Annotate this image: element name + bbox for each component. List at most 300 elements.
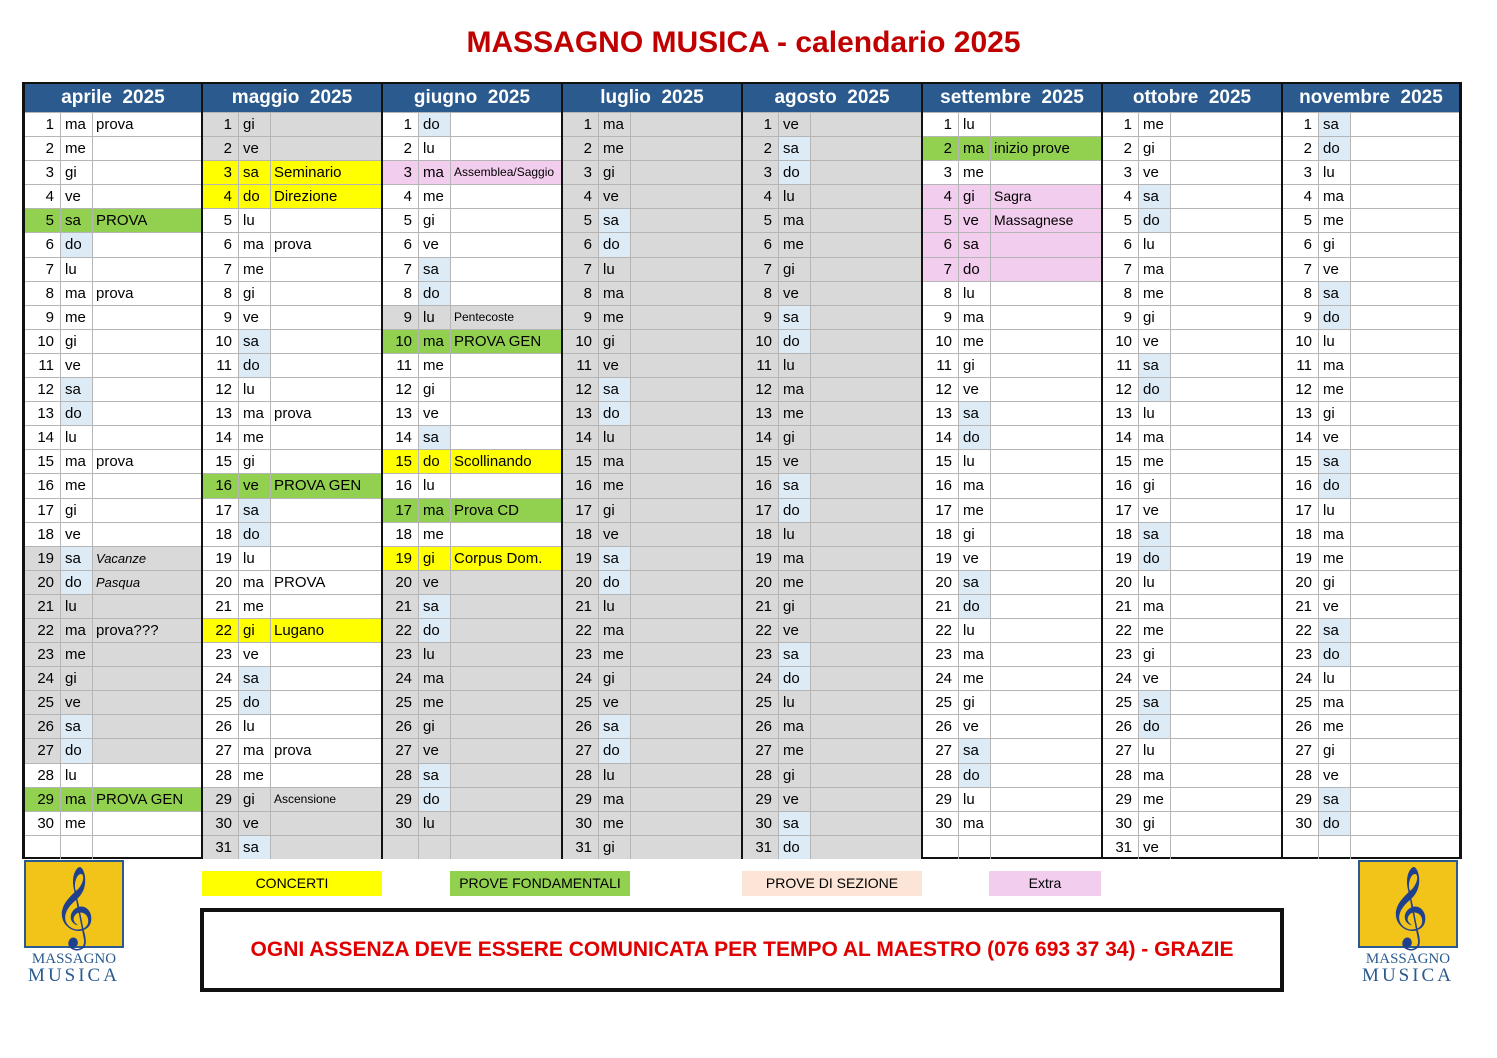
- weekday: me: [779, 402, 811, 425]
- day-number: 15: [1283, 450, 1319, 473]
- day-row: [743, 425, 921, 449]
- day-note: [93, 667, 201, 690]
- day-number: 16: [1283, 474, 1319, 497]
- day-number: 6: [383, 233, 419, 256]
- day-note: [991, 788, 1101, 811]
- day-note: [631, 306, 741, 329]
- day-note: [631, 547, 741, 570]
- weekday: ma: [599, 282, 631, 305]
- day-note: [1351, 426, 1459, 449]
- day-row: [563, 208, 741, 232]
- day-row: [25, 522, 201, 546]
- day-note: [93, 137, 201, 160]
- day-row: [25, 642, 201, 666]
- weekday: lu: [959, 788, 991, 811]
- weekday: ve: [61, 354, 93, 377]
- day-number: 22: [563, 619, 599, 642]
- day-note: [93, 691, 201, 714]
- day-row: [923, 377, 1101, 401]
- day-row: [203, 353, 381, 377]
- day-number: 7: [563, 258, 599, 281]
- day-number: 14: [1283, 426, 1319, 449]
- day-note: PROVA GEN: [93, 788, 201, 811]
- weekday: sa: [599, 547, 631, 570]
- day-number: 6: [1283, 233, 1319, 256]
- day-row: [923, 738, 1101, 762]
- day-note: [93, 185, 201, 208]
- treble-clef-icon: 𝄞: [1387, 867, 1429, 945]
- day-row: [1283, 690, 1459, 714]
- day-number: 9: [563, 306, 599, 329]
- weekday: do: [599, 402, 631, 425]
- day-row: [203, 232, 381, 256]
- day-note: [631, 426, 741, 449]
- day-number: 15: [1103, 450, 1139, 473]
- day-number: 31: [1103, 836, 1139, 859]
- weekday: sa: [779, 306, 811, 329]
- day-row: [1283, 401, 1459, 425]
- day-row: [203, 787, 381, 811]
- day-note: [811, 137, 921, 160]
- day-note: [1171, 258, 1281, 281]
- day-number: 14: [383, 426, 419, 449]
- weekday: sa: [239, 330, 271, 353]
- day-number: 12: [743, 378, 779, 401]
- day-number: 10: [25, 330, 61, 353]
- day-row: [1283, 449, 1459, 473]
- month-header: ottobre 2025: [1103, 84, 1281, 112]
- weekday: ve: [61, 691, 93, 714]
- weekday: gi: [599, 836, 631, 859]
- day-note: [1351, 595, 1459, 618]
- day-note: [1351, 523, 1459, 546]
- weekday: lu: [419, 643, 451, 666]
- weekday: ve: [779, 282, 811, 305]
- day-row: [383, 498, 561, 522]
- day-note: Seminario: [271, 161, 381, 184]
- day-note: [451, 571, 561, 594]
- day-note: [991, 161, 1101, 184]
- day-number: 27: [923, 739, 959, 762]
- weekday: ve: [959, 715, 991, 738]
- day-note: Pentecoste: [451, 306, 561, 329]
- day-note: [1351, 788, 1459, 811]
- day-row: [923, 498, 1101, 522]
- day-number: 29: [1283, 788, 1319, 811]
- weekday: sa: [61, 378, 93, 401]
- day-number: 11: [743, 354, 779, 377]
- day-note: [271, 306, 381, 329]
- weekday: me: [61, 474, 93, 497]
- day-note: [271, 378, 381, 401]
- weekday: ma: [959, 137, 991, 160]
- day-row: [563, 618, 741, 642]
- day-number: 29: [383, 788, 419, 811]
- weekday: sa: [419, 258, 451, 281]
- day-number: 27: [1103, 739, 1139, 762]
- day-row: [1283, 498, 1459, 522]
- weekday: lu: [1319, 330, 1351, 353]
- day-note: [451, 739, 561, 762]
- day-number: 22: [383, 619, 419, 642]
- day-note: [93, 258, 201, 281]
- day-row: [383, 594, 561, 618]
- day-number: 11: [203, 354, 239, 377]
- day-row: [1283, 835, 1459, 859]
- day-number: 28: [923, 764, 959, 787]
- day-note: [811, 764, 921, 787]
- day-row: [203, 642, 381, 666]
- weekday: sa: [1139, 354, 1171, 377]
- day-number: 17: [1283, 499, 1319, 522]
- day-note: PROVA: [274, 573, 326, 591]
- month-header: agosto 2025: [743, 84, 921, 112]
- day-note: [811, 282, 921, 305]
- weekday: do: [959, 258, 991, 281]
- weekday: gi: [599, 330, 631, 353]
- day-number: 22: [923, 619, 959, 642]
- day-row: [25, 329, 201, 353]
- day-row: [383, 811, 561, 835]
- day-note: inizio prove: [991, 137, 1101, 160]
- day-number: 5: [743, 209, 779, 232]
- day-number: 16: [1103, 474, 1139, 497]
- day-row: [1283, 184, 1459, 208]
- weekday: do: [61, 233, 93, 256]
- day-number: 21: [1283, 595, 1319, 618]
- day-row: [743, 787, 921, 811]
- day-number: 5: [563, 209, 599, 232]
- day-note: [1171, 378, 1281, 401]
- day-number: 24: [1103, 667, 1139, 690]
- day-number: 9: [743, 306, 779, 329]
- weekday: lu: [779, 523, 811, 546]
- day-note: [271, 499, 381, 522]
- day-number: 20: [383, 571, 419, 594]
- day-number: 3: [203, 161, 239, 184]
- weekday: ma: [419, 161, 451, 184]
- weekday: ma: [599, 450, 631, 473]
- day-row: [563, 425, 741, 449]
- weekday: ve: [779, 788, 811, 811]
- day-note: [451, 474, 561, 497]
- day-row: [383, 160, 561, 184]
- day-number: 17: [1103, 499, 1139, 522]
- weekday: sa: [779, 643, 811, 666]
- day-note: [271, 667, 381, 690]
- weekday: sa: [599, 209, 631, 232]
- day-row: [203, 594, 381, 618]
- weekday: me: [239, 595, 271, 618]
- day-row: [25, 232, 201, 256]
- day-number: 3: [563, 161, 599, 184]
- day-note: [1351, 715, 1459, 738]
- day-row: [383, 570, 561, 594]
- logo-right: [1356, 860, 1460, 985]
- day-note: [1351, 474, 1459, 497]
- day-note: [811, 330, 921, 353]
- day-number: 24: [25, 667, 61, 690]
- day-row: [1103, 763, 1281, 787]
- day-number: 10: [923, 330, 959, 353]
- day-row: [25, 449, 201, 473]
- day-note: [991, 354, 1101, 377]
- weekday: ve: [599, 691, 631, 714]
- weekday: ve: [61, 185, 93, 208]
- day-row: [203, 401, 381, 425]
- day-note: [1171, 450, 1281, 473]
- weekday: gi: [599, 499, 631, 522]
- day-number: 20: [563, 571, 599, 594]
- day-number: 13: [563, 402, 599, 425]
- day-row: [1103, 401, 1281, 425]
- weekday: gi: [1319, 233, 1351, 256]
- weekday: me: [1319, 209, 1351, 232]
- weekday: lu: [61, 595, 93, 618]
- day-note: [451, 378, 561, 401]
- weekday: ma: [599, 788, 631, 811]
- day-row: [25, 305, 201, 329]
- day-number: 7: [25, 258, 61, 281]
- day-note: [451, 715, 561, 738]
- weekday: sa: [61, 209, 93, 232]
- weekday: ve: [959, 547, 991, 570]
- day-row: [563, 160, 741, 184]
- logo-left: [22, 860, 126, 985]
- day-note: [631, 233, 741, 256]
- day-note: [1171, 836, 1281, 859]
- weekday: me: [779, 233, 811, 256]
- weekday: ma: [239, 571, 271, 594]
- day-row: [923, 208, 1101, 232]
- day-note: [991, 595, 1101, 618]
- day-note: [451, 812, 561, 835]
- day-row: [1103, 787, 1281, 811]
- day-row: [563, 449, 741, 473]
- month-column: [22, 82, 202, 859]
- weekday: sa: [599, 378, 631, 401]
- day-number: 23: [923, 643, 959, 666]
- day-number: 5: [25, 209, 61, 232]
- weekday: me: [239, 426, 271, 449]
- day-row: [1103, 425, 1281, 449]
- day-row: [1283, 136, 1459, 160]
- weekday: ve: [1139, 499, 1171, 522]
- day-number: 25: [923, 691, 959, 714]
- day-note: Assemblea/Saggio: [451, 161, 561, 184]
- day-note: [451, 643, 561, 666]
- day-note: [811, 474, 921, 497]
- day-row: [203, 618, 381, 642]
- day-row: [203, 329, 381, 353]
- day-row: [743, 738, 921, 762]
- day-row: [923, 642, 1101, 666]
- day-row: [25, 763, 201, 787]
- weekday: me: [419, 185, 451, 208]
- day-number: 4: [203, 185, 239, 208]
- day-note: [1351, 739, 1459, 762]
- day-row: [923, 329, 1101, 353]
- day-number: 29: [203, 788, 239, 811]
- day-number: 5: [383, 209, 419, 232]
- weekday: ma: [61, 450, 93, 473]
- day-number: 7: [743, 258, 779, 281]
- day-number: 18: [1283, 523, 1319, 546]
- day-number: 14: [1103, 426, 1139, 449]
- day-number: 19: [743, 547, 779, 570]
- day-number: 28: [1283, 764, 1319, 787]
- weekday: ve: [1139, 836, 1171, 859]
- day-number: 23: [743, 643, 779, 666]
- month-column: [382, 82, 562, 859]
- day-number: 15: [923, 450, 959, 473]
- day-note: [1351, 547, 1459, 570]
- weekday: sa: [599, 715, 631, 738]
- day-number: 18: [743, 523, 779, 546]
- day-note: Direzione: [271, 185, 381, 208]
- day-row: [25, 473, 201, 497]
- day-note: [1351, 330, 1459, 353]
- day-note: [451, 667, 561, 690]
- day-row: [383, 835, 561, 859]
- weekday: me: [959, 499, 991, 522]
- weekday: ma: [779, 378, 811, 401]
- day-number: 26: [25, 715, 61, 738]
- day-note: [93, 161, 201, 184]
- weekday: lu: [239, 547, 271, 570]
- day-row: [203, 690, 381, 714]
- weekday: ma: [599, 113, 631, 136]
- day-number: 11: [1103, 354, 1139, 377]
- day-note: [811, 354, 921, 377]
- day-number: 8: [203, 282, 239, 305]
- day-note: [1351, 643, 1459, 666]
- day-number: 27: [563, 739, 599, 762]
- weekday: gi: [779, 595, 811, 618]
- day-row: [743, 136, 921, 160]
- day-row: [25, 546, 201, 570]
- day-note: [1351, 137, 1459, 160]
- day-number: 12: [1283, 378, 1319, 401]
- day-note: [631, 330, 741, 353]
- day-number: 10: [743, 330, 779, 353]
- day-number: 29: [1103, 788, 1139, 811]
- day-row: [743, 401, 921, 425]
- day-number: 4: [383, 185, 419, 208]
- day-number: 23: [1283, 643, 1319, 666]
- weekday: ve: [239, 474, 271, 497]
- day-row: [383, 136, 561, 160]
- day-number: 6: [743, 233, 779, 256]
- day-row: [1103, 594, 1281, 618]
- day-note: [271, 523, 381, 546]
- day-number: 8: [923, 282, 959, 305]
- day-note: [451, 836, 561, 859]
- weekday: me: [61, 812, 93, 835]
- day-row: [743, 257, 921, 281]
- weekday: lu: [61, 258, 93, 281]
- day-note: [451, 523, 561, 546]
- day-note: [991, 691, 1101, 714]
- day-row: [1283, 666, 1459, 690]
- day-row: [203, 714, 381, 738]
- weekday: lu: [1139, 571, 1171, 594]
- weekday: me: [1139, 619, 1171, 642]
- day-row: [203, 160, 381, 184]
- weekday: ve: [1319, 595, 1351, 618]
- day-row: [743, 570, 921, 594]
- weekday: do: [239, 354, 271, 377]
- day-row: [25, 257, 201, 281]
- day-note: [451, 282, 561, 305]
- day-note: [811, 233, 921, 256]
- weekday: do: [959, 595, 991, 618]
- weekday: ve: [959, 209, 991, 232]
- day-note: [631, 643, 741, 666]
- day-note: [991, 643, 1101, 666]
- day-row: [203, 184, 381, 208]
- weekday: ma: [779, 547, 811, 570]
- calendar-grid: [22, 82, 1462, 859]
- day-note: [1171, 691, 1281, 714]
- weekday: ma: [959, 812, 991, 835]
- day-row: [383, 401, 561, 425]
- day-row: [203, 281, 381, 305]
- weekday: do: [1319, 812, 1351, 835]
- day-number: 12: [563, 378, 599, 401]
- weekday: do: [1319, 137, 1351, 160]
- weekday: me: [1139, 450, 1171, 473]
- day-note: [1171, 282, 1281, 305]
- weekday: do: [779, 499, 811, 522]
- day-row: [563, 329, 741, 353]
- day-note: [631, 474, 741, 497]
- weekday: sa: [61, 715, 93, 738]
- day-row: [1283, 160, 1459, 184]
- weekday: do: [1319, 643, 1351, 666]
- weekday: ve: [779, 113, 811, 136]
- day-row: [383, 208, 561, 232]
- weekday: lu: [1139, 402, 1171, 425]
- day-row: [743, 546, 921, 570]
- day-note: [1351, 619, 1459, 642]
- day-row: [1103, 690, 1281, 714]
- day-row: [743, 112, 921, 136]
- weekday: do: [239, 523, 271, 546]
- weekday: lu: [419, 306, 451, 329]
- weekday: do: [61, 571, 93, 594]
- weekday: lu: [779, 185, 811, 208]
- day-number: 13: [25, 402, 61, 425]
- day-note: [631, 378, 741, 401]
- weekday: me: [1139, 282, 1171, 305]
- day-row: [1283, 329, 1459, 353]
- day-row: [1103, 353, 1281, 377]
- day-row: [743, 160, 921, 184]
- day-number: 31: [563, 836, 599, 859]
- weekday: gi: [419, 209, 451, 232]
- day-row: [1283, 522, 1459, 546]
- weekday: me: [239, 258, 271, 281]
- day-number: 26: [743, 715, 779, 738]
- day-row: [1103, 498, 1281, 522]
- day-number: 17: [25, 499, 61, 522]
- day-row: [1103, 257, 1281, 281]
- day-number: 8: [563, 282, 599, 305]
- day-note: [93, 836, 201, 859]
- month-column: [922, 82, 1102, 859]
- day-row: [1283, 305, 1459, 329]
